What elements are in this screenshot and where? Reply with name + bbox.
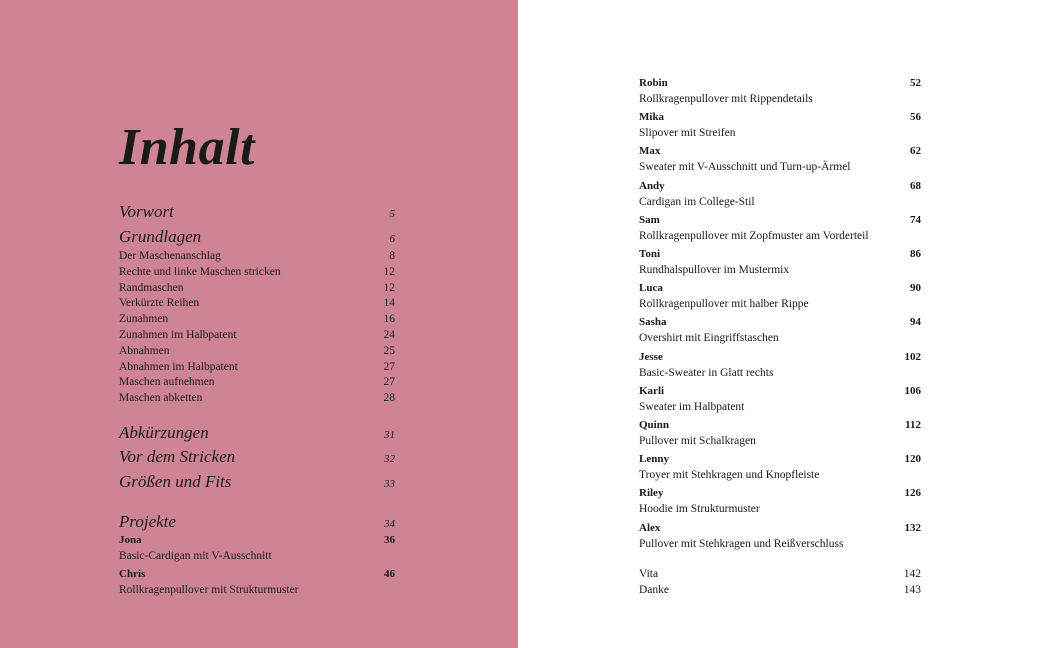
toc-section-vor-dem-stricken[interactable]: [119, 447, 395, 469]
toc-item[interactable]: [119, 312, 395, 327]
toc-item-label: Zunahmen im Halbpatent: [119, 329, 237, 341]
toc-page-number: 36: [384, 534, 395, 546]
toc-page-number: 32: [384, 453, 395, 465]
toc-item-label: Randmaschen: [119, 281, 184, 294]
project-description-text: Rollkragenpullover mit Rippendetails: [639, 93, 813, 105]
toc-page-number: 74: [910, 213, 921, 226]
toc-section-abkuerzungen[interactable]: [119, 423, 395, 445]
toc-page-number: 12: [383, 265, 395, 278]
toc-item-label: Vita: [639, 568, 659, 580]
project-description: [639, 229, 921, 244]
toc-page-number: 16: [383, 313, 395, 326]
toc-section-label: Abkürzungen: [119, 423, 209, 442]
project-description-text: Hoodie im Strukturmuster: [639, 503, 760, 516]
toc-page-number: 143: [903, 584, 921, 596]
toc-page-number: 94: [910, 316, 921, 329]
toc-page-number: 90: [910, 282, 921, 295]
project-name: Toni: [639, 248, 661, 260]
project-entry-max[interactable]: [639, 144, 921, 159]
project-entry-luca[interactable]: [639, 281, 921, 296]
project-entry-karli[interactable]: [639, 384, 921, 399]
project-description-text: Overshirt mit Eingriffstaschen: [639, 332, 779, 345]
toc-item[interactable]: [119, 360, 395, 375]
project-description: [639, 297, 921, 312]
toc-page-number: 27: [383, 376, 395, 389]
project-description: [639, 468, 921, 483]
toc-page-number: 46: [384, 568, 395, 580]
project-name: Riley: [639, 487, 664, 500]
toc-item-label: Abnahmen: [119, 344, 170, 357]
toc-page-number: 86: [910, 248, 921, 260]
project-entry-sam[interactable]: [639, 213, 921, 228]
toc-section-projekte[interactable]: [119, 512, 395, 534]
toc-section-groessen-und-fits[interactable]: [119, 472, 395, 494]
project-description-text: Cardigan im College-Stil: [639, 195, 755, 208]
project-description-text: Pullover mit Stehkragen und Reißverschluss: [639, 537, 844, 550]
project-description: [639, 537, 921, 552]
project-description-text: Troyer mit Stehkragen und Knopfleiste: [639, 469, 820, 482]
project-description-text: Rundhalspullover im Mustermix: [639, 264, 790, 276]
toc-item[interactable]: [119, 296, 395, 311]
project-name: Luca: [639, 282, 663, 295]
project-description: [119, 549, 395, 564]
toc-item[interactable]: [119, 281, 395, 296]
project-name: Jesse: [639, 350, 663, 363]
project-name: Sasha: [639, 316, 667, 329]
project-description: [639, 502, 921, 517]
project-entry-alex[interactable]: [639, 521, 921, 536]
toc-item-vita[interactable]: [639, 567, 921, 582]
toc-section-label: Vorwort: [119, 202, 174, 221]
toc-page-number: 102: [904, 350, 921, 363]
right-page: [518, 0, 1037, 648]
project-name: Alex: [639, 521, 661, 534]
project-name: Max: [639, 145, 661, 158]
toc-page-number: 52: [910, 77, 921, 89]
project-description: [119, 583, 395, 598]
project-entry-riley[interactable]: [639, 486, 921, 501]
toc-section-label: Vor dem Stricken: [119, 447, 236, 466]
project-entry-lenny[interactable]: [639, 452, 921, 467]
toc-item[interactable]: [119, 391, 395, 406]
left-page: [0, 0, 518, 648]
toc-page-number: 112: [905, 419, 921, 431]
project-description-text: Basic-Sweater in Glatt rechts: [639, 366, 774, 379]
project-entry-mika[interactable]: [639, 110, 921, 125]
project-description: [639, 400, 921, 415]
toc-page-number: 33: [384, 478, 395, 490]
project-name: Karli: [639, 384, 665, 397]
toc-item[interactable]: [119, 375, 395, 390]
toc-page-number: 62: [910, 145, 921, 158]
project-entry-andy[interactable]: [639, 179, 921, 194]
project-entry-jona[interactable]: [119, 533, 395, 548]
toc-page-number: 8: [389, 250, 395, 262]
project-description-text: Slipover mit Streifen: [639, 127, 736, 140]
toc-page-number: 14: [383, 297, 395, 310]
project-entry-jesse[interactable]: [639, 350, 921, 365]
toc-item-label: Maschen abketten: [119, 392, 203, 405]
project-name: Lenny: [639, 453, 669, 466]
project-description-text: Sweater mit V-Ausschnitt und Turn-up-Ärmel: [639, 161, 851, 174]
toc-item-label: Der Maschenanschlag: [119, 250, 221, 262]
toc-page-number: 25: [383, 344, 395, 357]
project-description: [639, 126, 921, 141]
project-description-text: Basic-Cardigan mit V-Ausschnitt: [119, 550, 272, 562]
project-description-text: Pullover mit Schalkragen: [639, 435, 756, 447]
toc-page-number: 34: [384, 518, 395, 530]
toc-item[interactable]: [119, 249, 395, 264]
toc-item-danke[interactable]: [639, 583, 921, 598]
toc-page-number: 31: [384, 429, 395, 441]
toc-page-number: 6: [389, 233, 395, 245]
page-title: Inhalt: [119, 119, 255, 176]
toc-page-number: 142: [903, 568, 921, 580]
toc-item-label: Danke: [639, 584, 670, 596]
toc-item-label: Maschen aufnehmen: [119, 376, 215, 389]
project-name: Robin: [639, 77, 668, 89]
project-description: [639, 366, 921, 381]
project-entry-chris[interactable]: [119, 567, 395, 582]
project-description: [639, 434, 921, 449]
project-name: Quinn: [639, 419, 669, 431]
toc-item-label: Verkürzte Reihen: [119, 297, 200, 310]
toc-item[interactable]: [119, 265, 395, 280]
project-entry-robin[interactable]: [639, 76, 921, 91]
project-description: [639, 195, 921, 210]
project-name: Sam: [639, 213, 660, 226]
toc-section-vorwort[interactable]: [119, 202, 395, 224]
toc-page-number: 27: [383, 360, 395, 373]
toc-section-label: Größen und Fits: [119, 472, 232, 491]
project-description-text: Sweater im Halbpatent: [639, 400, 745, 413]
project-entry-sasha[interactable]: [639, 315, 921, 330]
toc-item-label: Rechte und linke Maschen stricken: [119, 265, 281, 278]
project-description: [639, 160, 921, 175]
toc-item[interactable]: [119, 328, 395, 343]
project-entry-quinn[interactable]: [639, 418, 921, 433]
project-description: [639, 331, 921, 346]
toc-item-label: Abnahmen im Halbpatent: [119, 360, 238, 373]
toc-section-label: Projekte: [119, 512, 176, 531]
project-name: Mika: [639, 111, 665, 124]
project-description-text: Rollkragenpullover mit Strukturmuster: [119, 584, 299, 596]
project-description-text: Rollkragenpullover mit Zopfmuster am Vorderteil: [639, 229, 869, 242]
toc-section-grundlagen[interactable]: [119, 227, 395, 249]
project-name: Andy: [639, 179, 665, 192]
project-name: Chris: [119, 568, 146, 580]
toc-page-number: 126: [904, 487, 921, 500]
project-entry-toni[interactable]: [639, 247, 921, 262]
toc-page-number: 24: [383, 329, 395, 341]
toc-page-number: 5: [389, 208, 395, 220]
toc-page-number: 120: [904, 453, 921, 466]
toc-section-label: Grundlagen: [119, 227, 202, 246]
project-description: [639, 263, 921, 278]
project-description-text: Rollkragenpullover mit halber Rippe: [639, 298, 809, 311]
toc-page-number: 56: [910, 111, 921, 124]
toc-page-number: 12: [383, 281, 395, 294]
toc-page-number: 106: [904, 384, 921, 397]
toc-page-number: 28: [383, 392, 395, 405]
toc-item[interactable]: [119, 344, 395, 359]
toc-item-label: Zunahmen: [119, 313, 169, 326]
toc-page-number: 68: [910, 179, 921, 192]
toc-page-number: 132: [904, 521, 921, 534]
project-description: [639, 92, 921, 107]
project-name: Jona: [119, 534, 142, 546]
